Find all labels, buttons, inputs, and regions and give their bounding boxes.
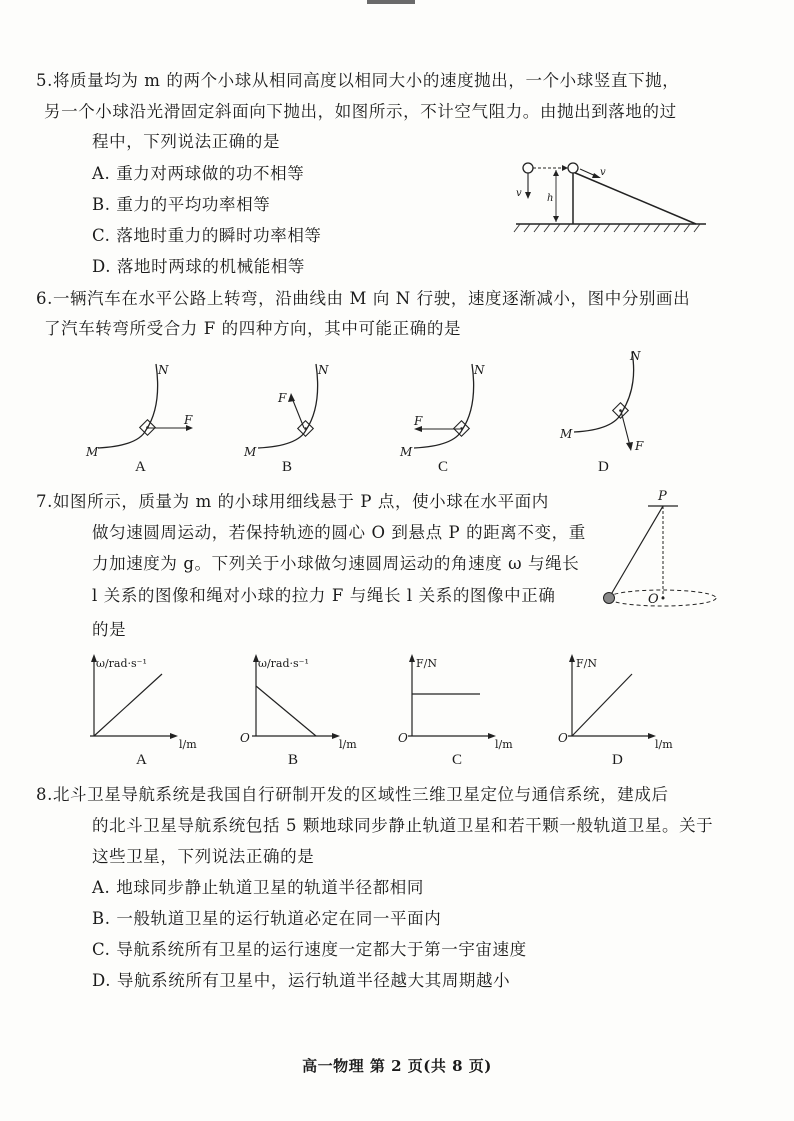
q6-line-2: 了汽车转弯所受合力 F 的四种方向，其中可能正确的是 <box>44 319 462 338</box>
q5-v-left-label: v <box>516 188 522 199</box>
q6-fig-a <box>80 356 200 459</box>
graph-b-origin: O <box>240 731 250 745</box>
q5-line-3: 程中，下列说法正确的是 <box>92 132 281 151</box>
q5-option-d: D. 落地时两球的机械能相等 <box>92 257 306 276</box>
q6-fig-c <box>396 356 516 459</box>
q5-line-2: 另一个小球沿光滑固定斜面向下抛出，如图所示，不计空气阻力。由抛出到落地的过 <box>44 102 677 121</box>
fig-c-option-label: C <box>438 459 449 475</box>
graph-b-option-label: B <box>288 752 299 768</box>
graph-c-origin: O <box>398 731 408 745</box>
graph-b-xlabel: l/m <box>339 738 357 751</box>
q5-option-a: A. 重力对两球做的功不相等 <box>92 164 305 183</box>
fig-a-m-label: M <box>86 445 99 459</box>
q7-o-label: O <box>648 592 659 607</box>
graph-d-option-label: D <box>612 752 623 768</box>
q8-option-a: A. 地球同步静止轨道卫星的轨道半径都相同 <box>92 878 425 897</box>
q7-line-3: 力加速度为 g。下列关于小球做匀速圆周运动的角速度 ω 与绳长 <box>92 554 580 573</box>
q8-line-3: 这些卫星，下列说法正确的是 <box>92 847 315 866</box>
fig-d-n-label: N <box>630 349 641 363</box>
fig-d-m-label: M <box>560 427 573 441</box>
q7-graph-b <box>240 650 370 750</box>
q8-option-c: C. 导航系统所有卫星的运行速度一定都大于第一宇宙速度 <box>92 940 527 959</box>
fig-c-n-label: N <box>474 363 485 377</box>
graph-d-origin: O <box>558 731 568 745</box>
q8-option-d: D. 导航系统所有卫星中，运行轨道半径越大其周期越小 <box>92 971 511 990</box>
q7-pendulum-figure <box>596 486 726 616</box>
page-footer: 高一物理 第 2 页(共 8 页) <box>302 1057 492 1075</box>
graph-d-ylabel: F/N <box>576 657 597 670</box>
fig-b-option-label: B <box>282 459 293 475</box>
q7-line-1: 7.如图所示，质量为 m 的小球用细线悬于 P 点，使小球在水平面内 <box>36 492 549 511</box>
graph-a-ylabel: ω/rad·s⁻¹ <box>96 657 147 670</box>
q5-v-right-label: v <box>600 167 606 178</box>
q5-line-1: 5.将质量均为 m 的两个小球从相同高度以相同大小的速度抛出，一个小球竖直下抛， <box>36 71 680 90</box>
fig-d-f-label: F <box>635 439 644 453</box>
q5-option-c: C. 落地时重力的瞬时功率相等 <box>92 226 322 245</box>
q7-line-4: l 关系的图像和绳对小球的拉力 F 与绳长 l 关系的图像中正确 <box>92 586 556 605</box>
q8-option-b: B. 一般轨道卫星的运行轨道必定在同一平面内 <box>92 909 442 928</box>
graph-c-option-label: C <box>452 752 463 768</box>
q7-p-label: P <box>658 489 667 504</box>
q7-line-5: 的是 <box>92 620 127 639</box>
graph-a-option-label: A <box>136 752 147 768</box>
fig-c-f-label: F <box>414 414 423 428</box>
graph-c-ylabel: F/N <box>416 657 437 670</box>
left-ball <box>523 163 533 173</box>
q5-incline-figure <box>510 156 710 242</box>
graph-d-xlabel: l/m <box>655 738 673 751</box>
q7-graph-d <box>556 650 686 750</box>
q8-line-2: 的北斗卫星导航系统包括 5 颗地球同步静止轨道卫星和若干颗一般轨道卫星。关于 <box>92 816 714 835</box>
fig-a-n-label: N <box>158 363 169 377</box>
fig-a-option-label: A <box>135 459 146 475</box>
graph-a-xlabel: l/m <box>179 738 197 751</box>
q7-ball <box>604 593 615 604</box>
q6-line-1: 6.一辆汽车在水平公路上转弯，沿曲线由 M 向 N 行驶，速度逐渐减小，图中分别画出 <box>36 289 691 308</box>
top-scan-mark <box>367 0 415 4</box>
q7-graph-a <box>82 650 212 750</box>
q7-line-2: 做匀速圆周运动，若保持轨迹的圆心 O 到悬点 P 的距离不变，重 <box>92 523 586 542</box>
fig-b-f-label: F <box>278 391 287 405</box>
graph-b-ylabel: ω/rad·s⁻¹ <box>258 657 309 670</box>
graph-c-xlabel: l/m <box>495 738 513 751</box>
q6-fig-b <box>240 356 360 459</box>
fig-c-m-label: M <box>400 445 413 459</box>
q5-h-label: h <box>547 193 554 204</box>
right-ball <box>568 163 578 173</box>
fig-d-option-label: D <box>598 459 609 475</box>
q5-option-b: B. 重力的平均功率相等 <box>92 195 271 214</box>
fig-b-m-label: M <box>244 445 257 459</box>
fig-a-f-label: F <box>184 413 193 427</box>
q8-line-1: 8.北斗卫星导航系统是我国自行研制开发的区域性三维卫星定位与通信系统，建成后 <box>36 785 669 804</box>
q6-fig-d <box>556 346 676 456</box>
fig-b-n-label: N <box>318 363 329 377</box>
q7-graph-c <box>396 650 526 750</box>
